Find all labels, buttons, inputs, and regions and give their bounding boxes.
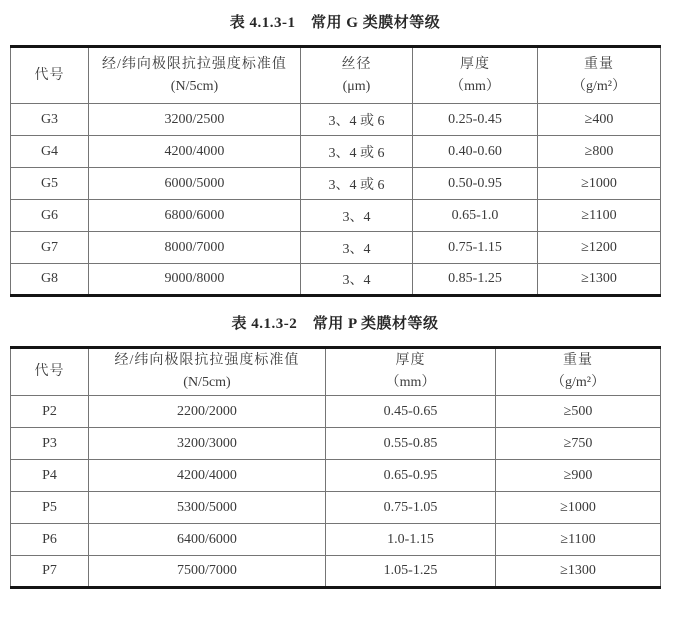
table1-header bbox=[11, 47, 661, 104]
column-unit: （mm） bbox=[450, 78, 500, 94]
cell-strength: 2200/2000 bbox=[89, 396, 326, 428]
table-row bbox=[11, 264, 661, 296]
cell-strength: 3200/3000 bbox=[89, 428, 326, 460]
cell-thickness: 0.65-0.95 bbox=[326, 460, 496, 492]
cell-thickness: 1.0-1.15 bbox=[326, 524, 496, 556]
table1-header-filament-diameter bbox=[301, 47, 413, 104]
table1-header-code bbox=[11, 47, 89, 104]
cell-filament-diameter: 3、4 或 6 bbox=[301, 136, 413, 168]
cell-weight: ≥900 bbox=[496, 460, 661, 492]
column-unit: （mm） bbox=[385, 375, 436, 390]
cell-filament-diameter: 3、4 或 6 bbox=[301, 168, 413, 200]
cell-weight: ≥1100 bbox=[538, 200, 661, 232]
cell-weight: ≥1200 bbox=[538, 232, 661, 264]
table-row bbox=[11, 136, 661, 168]
cell-weight: ≥500 bbox=[496, 396, 661, 428]
cell-filament-diameter: 3、4 bbox=[301, 232, 413, 264]
cell-code: P5 bbox=[11, 492, 89, 524]
cell-code: P7 bbox=[11, 556, 89, 588]
table-row bbox=[11, 168, 661, 200]
cell-thickness: 1.05-1.25 bbox=[326, 556, 496, 588]
cell-weight: ≥750 bbox=[496, 428, 661, 460]
table2-title: 表 4.1.3-2 常用 P 类膜材等级 bbox=[231, 316, 439, 332]
table-row bbox=[11, 524, 661, 556]
cell-code: G3 bbox=[11, 104, 89, 136]
table-row bbox=[11, 396, 661, 428]
cell-filament-diameter: 3、4 或 6 bbox=[301, 104, 413, 136]
table-row bbox=[11, 104, 661, 136]
cell-filament-diameter: 3、4 bbox=[301, 200, 413, 232]
column-unit: (N/5cm) bbox=[170, 78, 219, 94]
cell-weight: ≥1000 bbox=[538, 168, 661, 200]
table1-header-weight bbox=[538, 47, 661, 104]
column-label: 重量 bbox=[563, 353, 593, 368]
cell-code: G4 bbox=[11, 136, 89, 168]
cell-thickness: 0.75-1.05 bbox=[326, 492, 496, 524]
cell-code: G6 bbox=[11, 200, 89, 232]
table2-header-strength bbox=[89, 348, 326, 396]
cell-thickness: 0.45-0.65 bbox=[326, 396, 496, 428]
cell-code: G5 bbox=[11, 168, 89, 200]
table2-body bbox=[11, 396, 661, 588]
cell-thickness: 0.50-0.95 bbox=[413, 168, 538, 200]
cell-thickness: 0.85-1.25 bbox=[413, 264, 538, 296]
cell-code: P6 bbox=[11, 524, 89, 556]
column-unit: （g/m²） bbox=[551, 375, 605, 390]
column-label: 厚度 bbox=[460, 56, 490, 72]
table1-header-strength bbox=[89, 47, 301, 104]
cell-strength: 8000/7000 bbox=[89, 232, 301, 264]
table-row bbox=[11, 200, 661, 232]
column-label: 经/纬向极限抗拉强度标准值 bbox=[114, 353, 300, 368]
column-label: 代号 bbox=[34, 67, 65, 83]
cell-strength: 6400/6000 bbox=[89, 524, 326, 556]
column-unit: (N/5cm) bbox=[183, 375, 231, 390]
cell-strength: 3200/2500 bbox=[89, 104, 301, 136]
cell-strength: 9000/8000 bbox=[89, 264, 301, 296]
cell-code: G7 bbox=[11, 232, 89, 264]
cell-code: G8 bbox=[11, 264, 89, 296]
column-label: 丝径 bbox=[341, 56, 372, 72]
cell-thickness: 0.25-0.45 bbox=[413, 104, 538, 136]
table2-header-code bbox=[11, 348, 89, 396]
cell-weight: ≥400 bbox=[538, 104, 661, 136]
table-row bbox=[11, 492, 661, 524]
table-row bbox=[11, 460, 661, 492]
column-unit: （g/m²） bbox=[572, 78, 626, 94]
table2-header bbox=[11, 348, 661, 396]
table2-header-weight bbox=[496, 348, 661, 396]
table1-header-thickness bbox=[413, 47, 538, 104]
column-label: 代号 bbox=[34, 364, 65, 379]
header-row bbox=[11, 47, 661, 104]
cell-strength: 4200/4000 bbox=[89, 136, 301, 168]
table2-header-thickness bbox=[326, 348, 496, 396]
cell-strength: 6000/5000 bbox=[89, 168, 301, 200]
cell-thickness: 0.55-0.85 bbox=[326, 428, 496, 460]
cell-code: P4 bbox=[11, 460, 89, 492]
cell-strength: 7500/7000 bbox=[89, 556, 326, 588]
cell-weight: ≥1000 bbox=[496, 492, 661, 524]
cell-strength: 5300/5000 bbox=[89, 492, 326, 524]
cell-weight: ≥800 bbox=[538, 136, 661, 168]
cell-code: P2 bbox=[11, 396, 89, 428]
header-row bbox=[11, 348, 661, 396]
cell-thickness: 0.75-1.15 bbox=[413, 232, 538, 264]
column-label: 厚度 bbox=[395, 353, 426, 368]
table1-title: 表 4.1.3-1 常用 G 类膜材等级 bbox=[229, 15, 441, 31]
cell-weight: ≥1100 bbox=[496, 524, 661, 556]
cell-weight: ≥1300 bbox=[538, 264, 661, 296]
cell-weight: ≥1300 bbox=[496, 556, 661, 588]
cell-thickness: 0.40-0.60 bbox=[413, 136, 538, 168]
cell-strength: 6800/6000 bbox=[89, 200, 301, 232]
table-row bbox=[11, 232, 661, 264]
cell-code: P3 bbox=[11, 428, 89, 460]
column-label: 重量 bbox=[584, 56, 614, 72]
table-row bbox=[11, 428, 661, 460]
cell-strength: 4200/4000 bbox=[89, 460, 326, 492]
table1-body bbox=[11, 104, 661, 296]
table1-g-membrane-grades bbox=[10, 45, 661, 297]
table-row bbox=[11, 556, 661, 588]
cell-filament-diameter: 3、4 bbox=[301, 264, 413, 296]
column-unit: (μm) bbox=[342, 78, 371, 94]
column-label: 经/纬向极限抗拉强度标准值 bbox=[102, 56, 287, 72]
table2-p-membrane-grades bbox=[10, 346, 661, 589]
cell-thickness: 0.65-1.0 bbox=[413, 200, 538, 232]
